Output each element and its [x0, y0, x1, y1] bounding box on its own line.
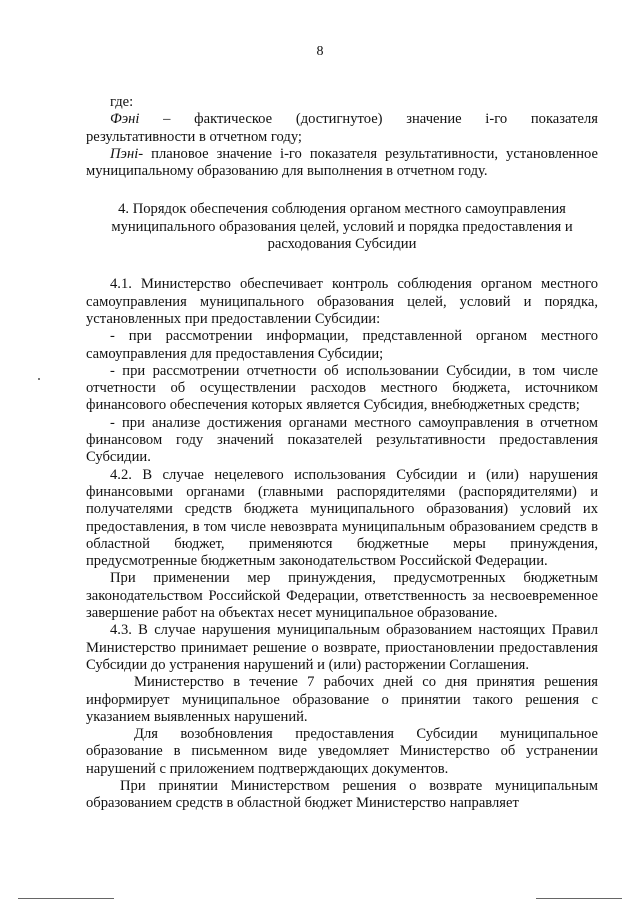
definition-fact-text: – фактическое (достигнутое) значение i-го показателя: [139, 111, 598, 128]
paragraph-refund: При принятии Министерством решения о возврате муниципальным образованием средств в областной бюджет Министерство направляет: [86, 777, 598, 812]
definition-plan-term: Пэнi: [110, 145, 139, 162]
definition-fact-term: Фэнi: [110, 111, 140, 128]
list-item-reporting: - при рассмотрении отчетности об использовании Субсидии, в том числе отчетности об осуществлении расходов местного бюджета, источником финансового обеспечения которых является Субсидия, внебюджетных средств;: [86, 362, 598, 414]
list-item-information: - при рассмотрении информации, представленной органом местного самоуправления для предоставления Субсидии;: [86, 328, 598, 362]
definition-plan: [86, 146, 598, 181]
scan-dot: [38, 378, 40, 380]
document-body: [86, 94, 598, 813]
paragraph-coercion: При применении мер принуждения, предусмотренных бюджетным законодательством Российской Федерации, ответственность за несвоевременное завершение работ на объектах несет муниципальное образование.: [86, 570, 598, 622]
paragraph-notification: Министерство в течение 7 рабочих дней со дня принятия решения информирует муниципальное образование о принятии такого решения с указанием выявленных нарушений.: [86, 674, 598, 725]
paragraph-4-3: 4.3. В случае нарушения муниципальным образованием настоящих Правил Министерство принимает решение о возврате, приостановлении предоставления Субсидии до устранения нарушений и (или) расторжении Соглашения.: [86, 622, 598, 673]
definition-fact-line2: результативности в отчетном году;: [86, 128, 302, 145]
definition-plan-text: - плановое значение i-го показателя результативности, установленное муниципальному образованию для выполнения в отчетном году.: [86, 145, 598, 180]
list-item-analysis: - при анализе достижения органами местного самоуправления в отчетном финансовом году значений показателей результативности предоставления Субсидии.: [86, 414, 598, 466]
section-heading: 4. Порядок обеспечения соблюдения органом местного самоуправления муниципального образования целей, условий и порядка предоставления и расходования Субсидии: [111, 201, 573, 253]
paragraph-resumption: Для возобновления предоставления Субсидии муниципальное образование в письменном виде уведомляет Министерство об устранении нарушений с приложением подтверждающих документов.: [86, 726, 598, 777]
bottom-scan-rule-right: [536, 898, 622, 899]
where-label: где:: [110, 94, 134, 110]
page-number: 8: [316, 44, 324, 59]
definition-fact-line1: [86, 111, 598, 128]
paragraph-4-1: 4.1. Министерство обеспечивает контроль соблюдения органом местного самоуправления муниципального образования целей, условий и порядка, установленных при предоставлении Субсидии:: [86, 276, 598, 327]
bottom-scan-rule-left: [18, 898, 114, 899]
paragraph-4-2: 4.2. В случае нецелевого использования Субсидии и (или) нарушения финансовыми органами (главными распорядителями (распорядителями) и получателями средств бюджета муниципального образования) условий их предоставления, в том числе невозврата муниципальным образованием средств в областной бюджет, применяются бюджетные меры принуждения, предусмотренные бюджетным законодательством Российской Федерации.: [86, 466, 598, 570]
